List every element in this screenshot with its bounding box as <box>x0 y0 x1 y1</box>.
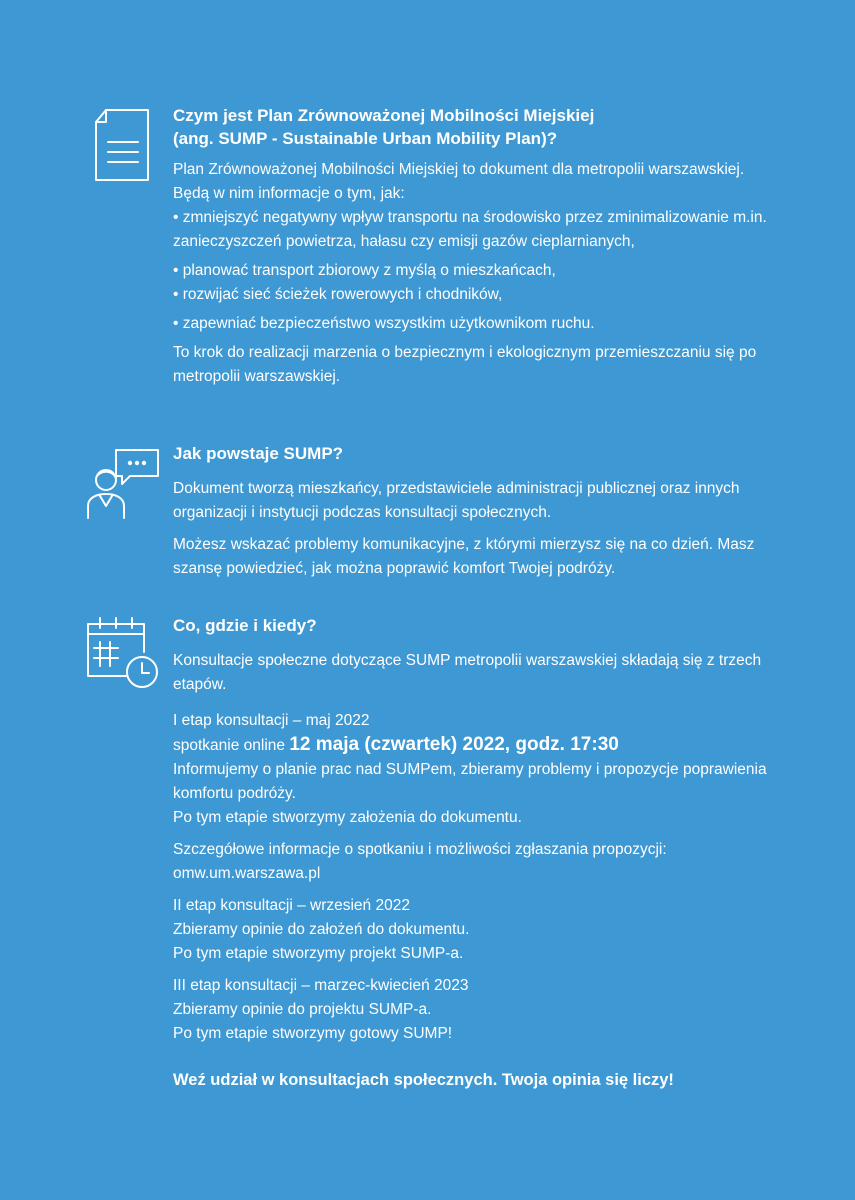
paragraph: Dokument tworzą mieszkańcy, przedstawiciele administracji publicznej oraz innych organizacji i instytucji podczas konsultacji społecznych. <box>173 480 740 521</box>
stage2-description: Zbieramy opinie do założeń do dokumentu. <box>173 921 470 938</box>
stage1-heading: I etap konsultacji – maj 2022 <box>173 712 370 729</box>
intro-paragraph: Konsultacje społeczne dotyczące SUMP metropolii warszawskiej składają się z trzech etapów. <box>173 652 762 693</box>
stage3-after: Po tym etapie stworzymy gotowy SUMP! <box>173 1025 453 1042</box>
bullet-item: • zmniejszyć negatywny wpływ transportu na środowisko przez zminimalizowanie m.in. zanieczyszczeń powietrza, hałasu czy emisji gazów cieplarnianych, <box>173 209 767 250</box>
intro-paragraph: Plan Zrównoważonej Mobilności Miejskiej to dokument dla metropolii warszawskiej. Będą w nim informacje o tym, jak: <box>173 161 745 202</box>
stage3-description: Zbieramy opinie do projektu SUMP-a. <box>173 1001 432 1018</box>
calendar-clock-icon <box>84 616 162 690</box>
stage1-meeting <box>173 733 773 758</box>
bullet-item: • zapewniać bezpieczeństwo wszystkim użytkownikom ruchu. <box>173 315 595 332</box>
stage2-after: Po tym etapie stworzymy projekt SUMP-a. <box>173 945 464 962</box>
details-link[interactable]: omw.um.warszawa.pl <box>173 865 321 882</box>
section-title: Czym jest Plan Zrównoważonej Mobilności Miejskiej <box>173 106 595 125</box>
closing-section <box>173 1068 773 1092</box>
meeting-date: 12 maja (czwartek) 2022, godz. 17:30 <box>289 734 619 755</box>
meeting-prefix: spotkanie online <box>173 737 290 754</box>
stage3-heading: III etap konsultacji – marzec-kwiecień 2023 <box>173 977 469 994</box>
paragraph: Możesz wskazać problemy komunikacyjne, z którymi mierzysz się na co dzień. Masz szansę powiedzieć, jak można poprawić komfort Twojej podróży. <box>173 536 755 577</box>
stage2-heading: II etap konsultacji – wrzesień 2022 <box>173 897 410 914</box>
person-speech-bubble-icon <box>84 446 162 522</box>
section-title: Co, gdzie i kiedy? <box>173 616 317 635</box>
bullet-item: • planować transport zbiorowy z myślą o mieszkańcach, <box>173 262 556 279</box>
outro-paragraph: To krok do realizacji marzenia o bezpiecznym i ekologicznym przemieszczaniu się po metropolii warszawskiej. <box>173 344 757 385</box>
bullet-item: • rozwijać sieć ścieżek rowerowych i chodników, <box>173 286 503 303</box>
stage1-description: Informujemy o planie prac nad SUMPem, zbieramy problemy i propozycje poprawienia komfortu podróży. <box>173 761 767 802</box>
document-icon <box>84 108 154 182</box>
stage1-after: Po tym etapie stworzymy założenia do dokumentu. <box>173 809 522 826</box>
details-text: Szczegółowe informacje o spotkaniu i możliwości zgłaszania propozycji: <box>173 841 667 858</box>
section-title-subtitle: (ang. SUMP - Sustainable Urban Mobility Plan)? <box>173 129 558 148</box>
closing-call-to-action: Weź udział w konsultacjach społecznych. Twoja opinia się liczy! <box>173 1071 674 1089</box>
section-title: Jak powstaje SUMP? <box>173 444 344 463</box>
